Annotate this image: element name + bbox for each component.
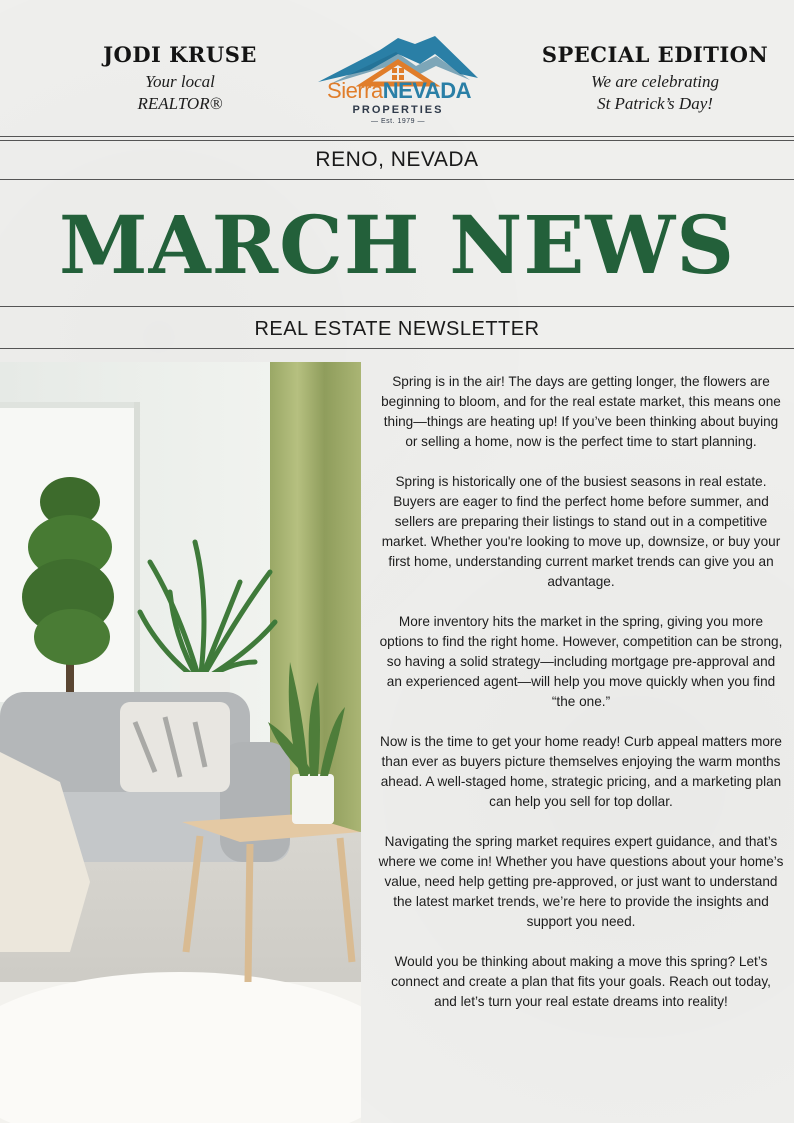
logo-wordmark: SierraNEVADA bbox=[327, 78, 471, 103]
logo-subtitle: PROPERTIES bbox=[352, 104, 444, 116]
living-room-illustration bbox=[0, 362, 361, 1123]
divider-rule bbox=[0, 140, 794, 141]
dateline: RENO, NEVADA bbox=[315, 148, 479, 171]
article-paragraph: Spring is in the air! The days are getting longer, the flowers are beginning to bloom, and for the real estate market, this means one thing—things are heating up! If you’ve been thinking about buying or selling a home, now is the perfect time to start planning. bbox=[381, 374, 781, 449]
divider-rule bbox=[0, 179, 794, 180]
article-paragraph: More inventory hits the market in the spring, giving you more options to find the right home. However, competition can be strong, so having a solid strategy—including mortgage pre-approval and an experienced agent—will help you move quickly when you find “the one.” bbox=[379, 614, 783, 709]
article-body bbox=[378, 372, 784, 1032]
article-paragraph: Navigating the spring market requires expert guidance, and that’s where we come in! Whether you have questions about your home’s value, need help getting pre-approved, or just want to understand the latest market trends, we’re here to provide the insights and support you need. bbox=[378, 834, 784, 929]
divider-rule bbox=[0, 348, 794, 349]
agent-tagline-1: Your local bbox=[145, 72, 215, 91]
divider-rule bbox=[0, 306, 794, 307]
masthead bbox=[0, 0, 794, 136]
company-logo bbox=[310, 32, 486, 130]
section-label: REAL ESTATE NEWSLETTER bbox=[254, 318, 540, 340]
agent-block bbox=[70, 42, 290, 115]
edition-tagline-1: We are celebrating bbox=[590, 72, 720, 91]
article-paragraph: Would you be thinking about making a move this spring? Let’s connect and create a plan that fits your goals. Reach out today, and let’s turn your real estate dreams into reality! bbox=[391, 954, 771, 1009]
living-room-photo bbox=[0, 362, 361, 1123]
logo-established: — Est. 1979 — bbox=[371, 118, 425, 125]
article-paragraph: Now is the time to get your home ready! Curb appeal matters more than ever as buyers picture themselves enjoying the warm months ahead. A well-staged home, strategic pricing, and a marketing plan can help you sell for top dollar. bbox=[380, 734, 782, 809]
agent-name: JODI KRUSE bbox=[103, 42, 257, 67]
edition-block bbox=[520, 42, 790, 115]
newsletter-headline: MARCH NEWS bbox=[59, 198, 735, 292]
divider-rule bbox=[0, 136, 794, 137]
edition-tagline-2: St Patrick’s Day! bbox=[597, 94, 713, 113]
agent-tagline-2: REALTOR® bbox=[137, 94, 223, 113]
edition-title: SPECIAL EDITION bbox=[541, 42, 769, 67]
article-paragraph: Spring is historically one of the busiest seasons in real estate. Buyers are eager to find the perfect home before summer, and sellers are preparing their listings to stand out in a competitive market. Whether you're looking to move up, downsize, or buy your first home, understanding current market trends can give you an advantage. bbox=[381, 474, 781, 589]
